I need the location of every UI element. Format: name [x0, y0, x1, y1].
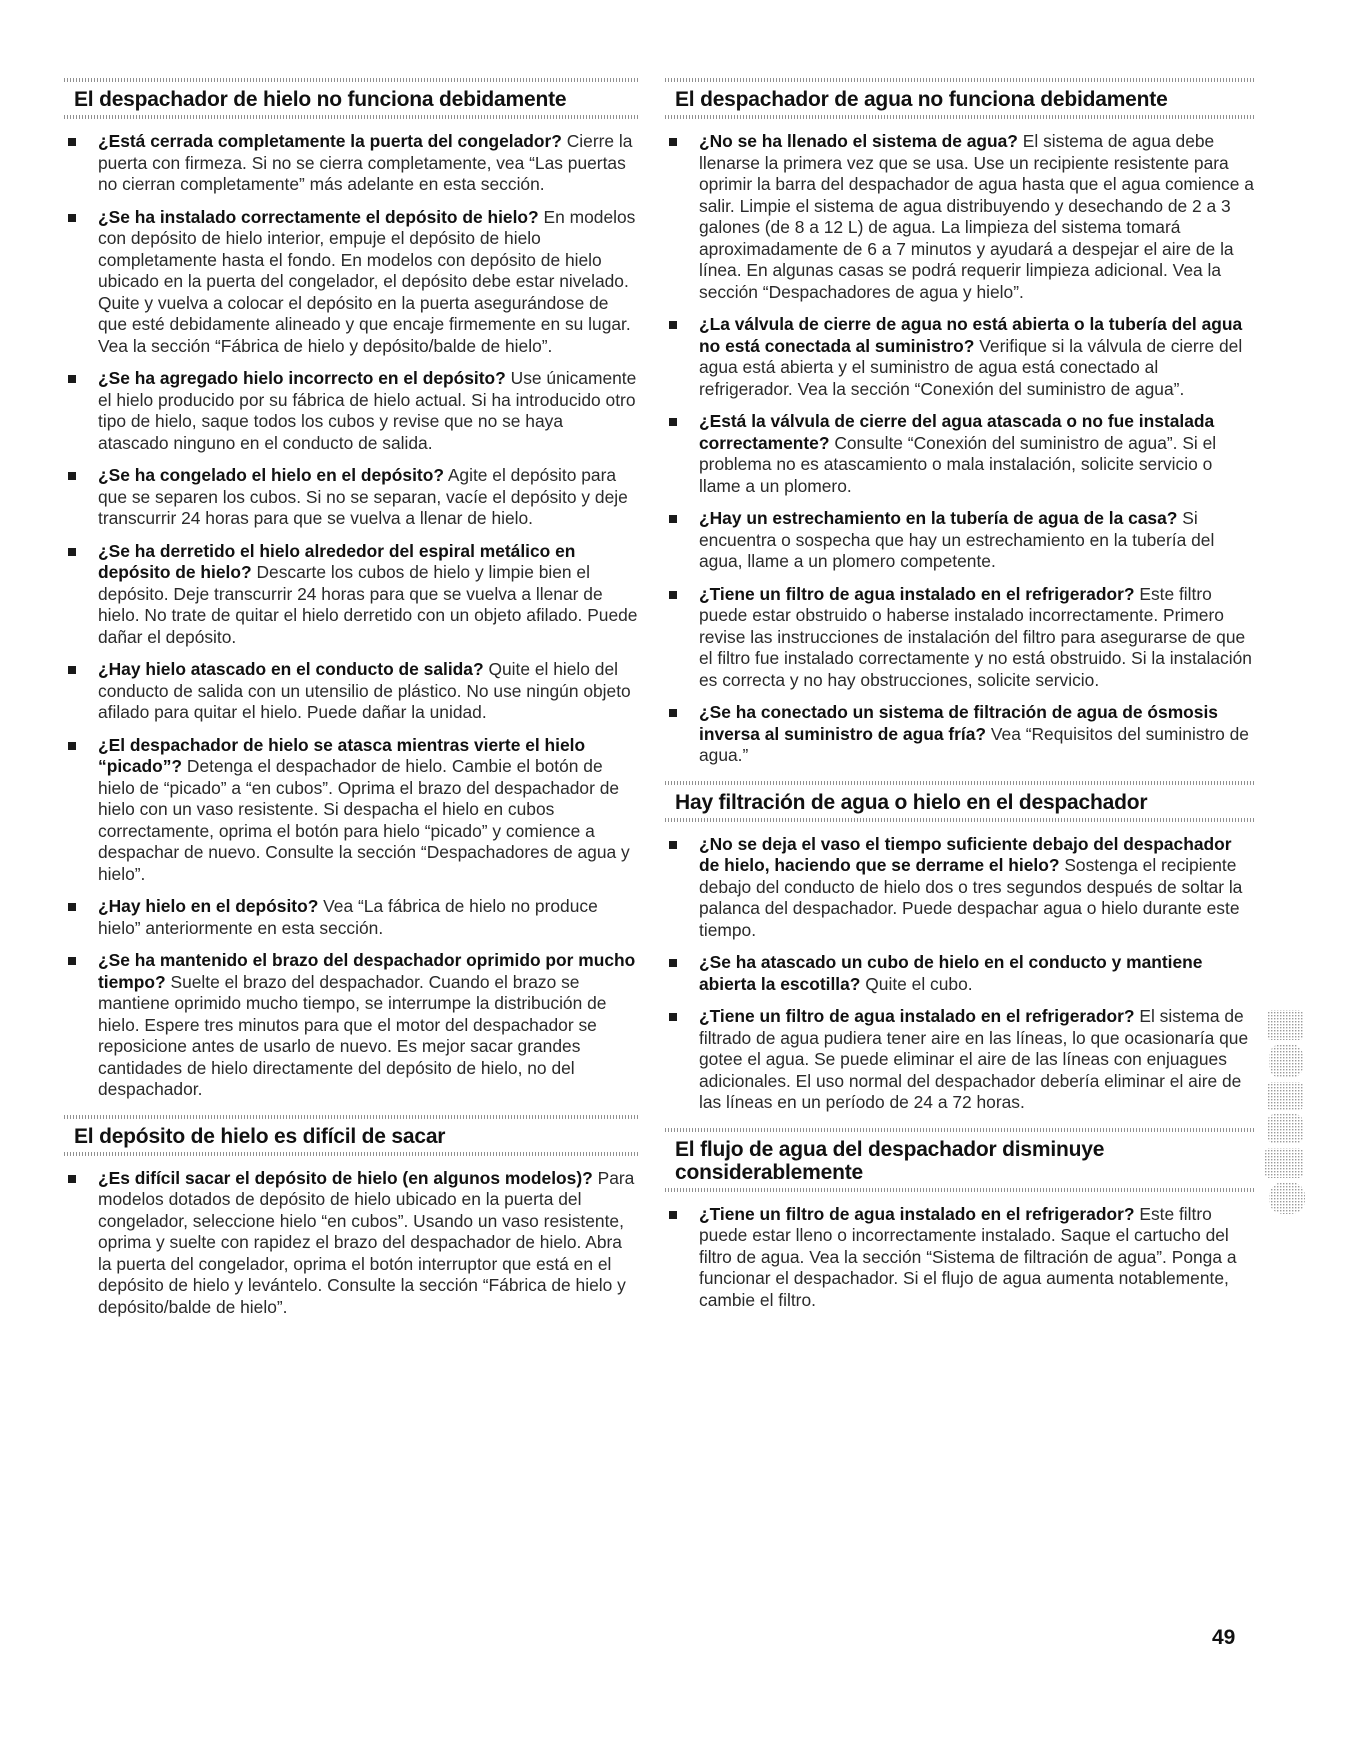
language-tab: [1259, 1006, 1315, 1221]
square-bullet-icon: [669, 138, 677, 146]
item-question: ¿Está la válvula de cierre del agua atascada o no fue instalada correctamente?: [699, 411, 1215, 453]
item-question: ¿La válvula de cierre de agua no está abierta o la tubería del agua no está conectada al suministro?: [699, 314, 1243, 356]
page-number: 49: [1212, 1626, 1236, 1649]
item-answer: Agite el depósito para que se separen los cubos. Si no se separan, vacíe el depósito y deje transcurrir 24 horas para que se vuelva a llenar de hielo.: [98, 465, 628, 528]
item-text: [98, 207, 638, 358]
list-item: [665, 411, 1255, 497]
square-bullet-icon: [669, 321, 677, 329]
list-item: [64, 465, 638, 530]
item-answer: Consulte “Conexión del suministro de agua”. Si el problema no es atascamiento o mala instalación, solicite servicio o llame a un plomero.: [699, 432, 1217, 496]
troubleshooting-section: [64, 78, 638, 1101]
list-item: [64, 735, 638, 886]
item-question: ¿No se deja el vaso el tiempo suficiente debajo del despachador de hielo, haciendo que se derrame el hielo?: [699, 833, 1232, 875]
item-answer: El sistema de agua debe llenarse la primera vez que se usa. Use un recipiente resistente para oprimir la barra del despachador de agua hasta que el agua comience a salir. Limpie el sistema de agua distribuyendo y desechando de 2 a 3 galones (de 8 a 12 L) de agua. La limpieza del sistema tomará aproximadamente de 6 a 7 minutos y ayudará a despejar el aire de la línea. En algunas casas se podrá requerir limpieza adicional. Vea la sección “Despachadores de agua y hielo”.: [699, 131, 1254, 302]
item-text: [699, 508, 1255, 573]
section-header: [665, 781, 1255, 822]
square-bullet-icon: [68, 1175, 76, 1183]
item-text: [699, 314, 1255, 400]
square-bullet-icon: [669, 1211, 677, 1219]
item-question: ¿Es difícil sacar el depósito de hielo (en algunos modelos)?: [98, 1167, 593, 1188]
square-bullet-icon: [669, 515, 677, 523]
item-question: ¿Se ha mantenido el brazo del despachador oprimido por mucho tiempo?: [98, 950, 636, 992]
item-text: [98, 1168, 638, 1319]
square-bullet-icon: [669, 591, 677, 599]
item-text: [699, 702, 1255, 767]
list-item: [64, 659, 638, 724]
item-text: [699, 952, 1255, 995]
item-answer: Suelte el brazo del despachador. Cuando el brazo se mantiene oprimido mucho tiempo, se interrumpe la distribución de hielo. Espere tres minutos para que el motor del despachador se reposicione antes de usarlo de nuevo. Es mejor sacar grandes cantidades de hielo directamente del depósito de hielo, no del despachador.: [98, 971, 607, 1099]
item-question: ¿Hay hielo en el depósito?: [98, 896, 319, 916]
troubleshooting-section: [665, 1128, 1255, 1312]
item-answer: En modelos con depósito de hielo interior, empuje el depósito de hielo completamente hasta el fondo. En modelos con depósito de hielo ubicado en la puerta del congelador, el depósito debe estar nivelado. Quite y vuelva a colocar el depósito en la puerta asegurándose de que esté debidamente alineado y que encaje firmemente en su lugar. Vea la sección “Fábrica de hielo y depósito/balde de hielo”.: [98, 206, 636, 356]
list-item: [64, 950, 638, 1101]
item-question: ¿Se ha instalado correctamente el depósito de hielo?: [98, 206, 539, 227]
left-column: [64, 78, 638, 1332]
section-header: [64, 1115, 638, 1156]
item-question: ¿Tiene un filtro de agua instalado en el refrigerador?: [699, 583, 1135, 604]
square-bullet-icon: [68, 138, 76, 146]
square-bullet-icon: [68, 903, 76, 911]
item-answer: Vea “Requisitos del suministro de agua.”: [699, 723, 1249, 765]
troubleshooting-section: [64, 1115, 638, 1319]
item-answer: Cierre la puerta con firmeza. Si no se cierra completamente, vea “Las puertas no cierran completamente” más adelante en esta sección.: [98, 131, 633, 194]
troubleshooting-section: [665, 781, 1255, 1114]
item-question: ¿Se ha conectado un sistema de filtración de agua de ósmosis inversa al suministro de agua fría?: [699, 702, 1218, 744]
square-bullet-icon: [68, 375, 76, 383]
item-question: ¿Tiene un filtro de agua instalado en el refrigerador?: [699, 1006, 1135, 1026]
item-text: [699, 584, 1255, 692]
item-answer: Si encuentra o sospecha que hay un estrechamiento en la tubería del agua, llame a un plomero competente.: [699, 508, 1215, 571]
troubleshooting-section: [665, 78, 1255, 767]
list-item: [665, 834, 1255, 942]
item-question: ¿Se ha derretido el hielo alrededor del espiral metálico en depósito de hielo?: [98, 540, 576, 582]
list-item: [665, 508, 1255, 573]
item-text: [98, 465, 638, 530]
item-answer: Quite el hielo del conducto de salida con un utensilio de plástico. No use ningún objeto afilado para quitar el hielo. Puede dañar la unidad.: [98, 659, 631, 722]
square-bullet-icon: [68, 214, 76, 222]
item-text: [98, 950, 638, 1101]
square-bullet-icon: [68, 472, 76, 480]
item-answer: Quite el cubo.: [865, 973, 973, 994]
section-title: El flujo de agua del despachador disminuye considerablemente: [675, 1137, 1105, 1184]
list-item: [665, 131, 1255, 303]
section-header: [665, 78, 1255, 119]
section-title: El despachador de agua no funciona debidamente: [675, 88, 1168, 111]
item-question: ¿Está cerrada completamente la puerta del congelador?: [98, 131, 562, 151]
language-tab-label: [1259, 1006, 1315, 1221]
item-question: ¿No se ha llenado el sistema de agua?: [699, 131, 1018, 151]
square-bullet-icon: [68, 957, 76, 965]
list-item: [64, 368, 638, 454]
square-bullet-icon: [669, 418, 677, 426]
section-header: [665, 1128, 1255, 1192]
item-answer: Use únicamente el hielo producido por su fábrica de hielo actual. Si ha introducido otro tipo de hielo, saque todos los cubos y revise que no se haya atascado ninguno en el conducto de salida.: [98, 368, 637, 453]
square-bullet-icon: [669, 709, 677, 717]
item-question: ¿Hay hielo atascado en el conducto de salida?: [98, 659, 484, 679]
item-answer: Vea “La fábrica de hielo no produce hielo” anteriormente en esta sección.: [98, 896, 598, 938]
section-header: [64, 78, 638, 119]
item-answer: Este filtro puede estar lleno o incorrectamente instalado. Saque el cartucho del filtro de agua. Vea la sección “Sistema de filtración de agua”. Ponga a funcionar el despachador. Si el flujo de agua aumenta notablemente, cambie el filtro.: [699, 1203, 1237, 1310]
list-item: [64, 541, 638, 649]
list-item: [665, 1204, 1255, 1312]
right-column: [665, 78, 1255, 1325]
item-text: [98, 131, 638, 196]
item-text: [98, 659, 638, 724]
item-answer: Detenga el despachador de hielo. Cambie el botón de hielo de “picado” a “en cubos”. Oprima el brazo del despachador de hielo con un vaso resistente. Si despacha el hielo en cubos correctamente, oprima el botón para hielo “picado” y comience a despachar de nuevo. Consulte la sección “Despachadores de agua y hielo”.: [98, 756, 630, 884]
item-question: ¿Hay un estrechamiento en la tubería de agua de la casa?: [699, 508, 1178, 528]
item-question: ¿Se ha agregado hielo incorrecto en el depósito?: [98, 368, 506, 388]
section-title: El depósito de hielo es difícil de sacar: [74, 1124, 446, 1148]
item-question: ¿El despachador de hielo se atasca mientras vierte el hielo “picado”?: [98, 734, 586, 776]
list-item: [64, 131, 638, 196]
item-answer: Para modelos dotados de depósito de hielo ubicado en la puerta del congelador, seleccione hielo “en cubos”. Usando un vaso resistente, oprima y suelte con rapidez el brazo del despachador de hielo. Abra la puerta del congelador, oprima el botón interruptor que está en el depósito de hielo y levántelo. Consulte la sección “Fábrica de hielo y depósito/balde de hielo”.: [98, 1167, 635, 1317]
item-text: [98, 541, 638, 649]
item-question: ¿Se ha atascado un cubo de hielo en el conducto y mantiene abierta la escotilla?: [699, 952, 1203, 994]
item-answer: Verifique si la válvula de cierre del agua está abierta y el suministro de agua está conectado al refrigerador. Vea la sección “Conexión del suministro de agua”.: [699, 335, 1243, 399]
item-text: [699, 411, 1255, 497]
item-text: [699, 1204, 1255, 1312]
list-item: [665, 702, 1255, 767]
square-bullet-icon: [68, 742, 76, 750]
section-title: El despachador de hielo no funciona debidamente: [74, 88, 567, 111]
square-bullet-icon: [68, 548, 76, 556]
item-question: ¿Tiene un filtro de agua instalado en el refrigerador?: [699, 1203, 1135, 1224]
list-item: [665, 314, 1255, 400]
section-title: Hay filtración de agua o hielo en el despachador: [675, 790, 1148, 814]
list-item: [64, 896, 638, 939]
square-bullet-icon: [669, 841, 677, 849]
item-text: [699, 834, 1255, 942]
item-question: ¿Se ha congelado el hielo en el depósito?: [98, 465, 444, 485]
item-text: [699, 131, 1255, 303]
list-item: [64, 207, 638, 358]
item-answer: Este filtro puede estar obstruido o haberse instalado incorrectamente. Primero revise las instrucciones de instalación del filtro para asegurarse de que el filtro fue instalado correctamente y no está obstruido. Si la instalación es correcta y no hay obstrucciones, solicite servicio.: [699, 583, 1252, 690]
square-bullet-icon: [669, 1013, 677, 1021]
list-item: [665, 584, 1255, 692]
item-text: [98, 735, 638, 886]
item-text: [98, 368, 638, 454]
item-text: [699, 1006, 1255, 1114]
list-item: [64, 1168, 638, 1319]
item-text: [98, 896, 638, 939]
list-item: [665, 952, 1255, 995]
item-answer: Sostenga el recipiente debajo del conducto de hielo dos o tres segundos después de soltar la palanca del despachador. Puede despachar agua o hielo durante este tiempo.: [699, 855, 1243, 940]
square-bullet-icon: [669, 959, 677, 967]
item-answer: El sistema de filtrado de agua pudiera tener aire en las líneas, lo que ocasionaría que gotee el agua. Se puede eliminar el aire de las líneas con enjuagues adicionales. El uso normal del despachador debería eliminar el aire de las líneas en un período de 24 a 72 horas.: [699, 1006, 1249, 1112]
square-bullet-icon: [68, 666, 76, 674]
item-answer: Descarte los cubos de hielo y limpie bien el depósito. Deje transcurrir 24 horas para que se vuelva a llenar de hielo. No trate de quitar el hielo derretido con un objeto afilado. Puede dañar el depósito.: [98, 562, 638, 647]
list-item: [665, 1006, 1255, 1114]
